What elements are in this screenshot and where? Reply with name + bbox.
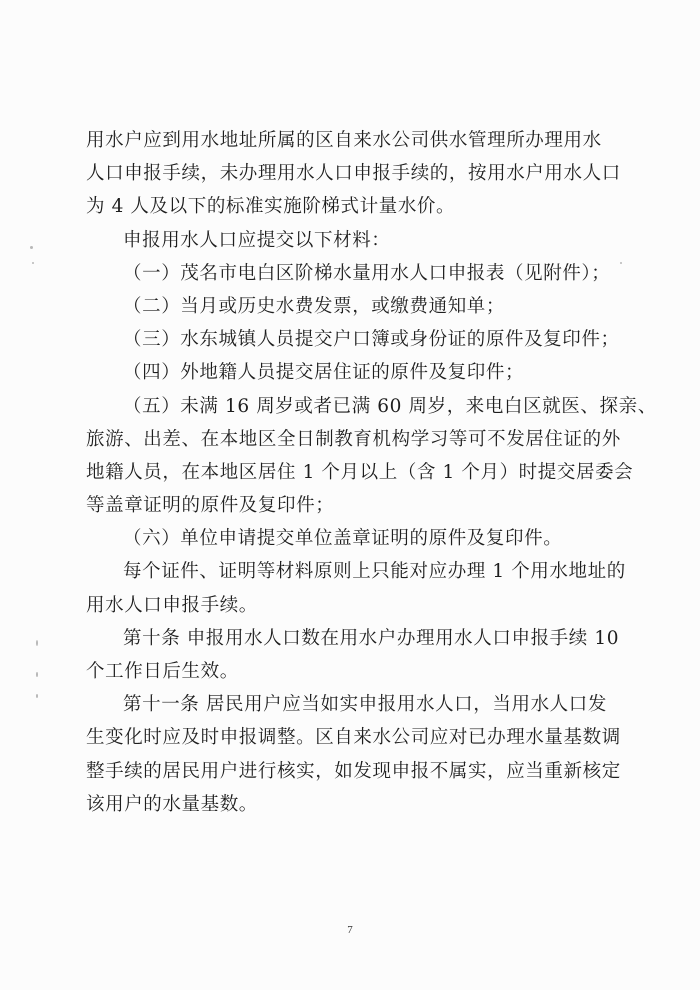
text-line: （一）茂名市电白区阶梯水量用水人口申报表（见附件）； <box>123 262 611 284</box>
scan-speck <box>32 262 34 264</box>
text-line: 第十一条 居民用户应当如实申报用水人口，当用水人口发 <box>123 694 607 716</box>
text-line: （五）未满 16 周岁或者已满 60 周岁，来电白区就医、探亲、 <box>123 395 657 417</box>
body-text <box>86 124 657 821</box>
text-line: 第十条 申报用水人口数在用水户办理用水人口申报手续 10 <box>123 627 620 649</box>
text-line: （四）外地籍人员提交居住证的原件及复印件； <box>123 362 525 384</box>
text-line: 等盖章证明的原件及复印件； <box>86 495 335 517</box>
page-number: 7 <box>347 924 353 936</box>
text-line: 该用户的水量基数。 <box>86 793 258 815</box>
text-line: 整手续的居民用户进行核实，如发现申报不属实，应当重新核定 <box>86 760 621 782</box>
text-line: 生变化时应及时申报调整。区自来水公司应对已办理水量基数调 <box>86 727 621 749</box>
text-line: 用水人口申报手续。 <box>86 594 258 616</box>
scan-speck <box>620 262 622 264</box>
text-line: 旅游、出差、在本地区全日制教育机构学习等可不发居住证的外 <box>86 428 621 450</box>
scan-speck <box>36 694 38 698</box>
text-line: （六）单位申请提交单位盖章证明的原件及复印件。 <box>123 528 563 550</box>
scan-speck <box>36 672 38 677</box>
text-line: （三）水东城镇人员提交户口簿或身份证的原件及复印件； <box>123 329 620 351</box>
text-line: 个工作日后生效。 <box>86 661 239 682</box>
text-line: （二）当月或历史水费发票，或缴费通知单； <box>123 295 506 317</box>
text-line: 为 4 人及以下的标准实施阶梯式计量水价。 <box>86 196 456 218</box>
text-line: 人口申报手续，未办理用水人口申报手续的，按用水户用水人口 <box>86 163 621 185</box>
text-line: 申报用水人口应提交以下材料： <box>123 229 391 251</box>
scan-speck <box>30 246 33 249</box>
text-line: 地籍人员，在本地区居住 1 个月以上（含 1 个月）时提交居委会 <box>86 461 634 483</box>
text-line: 每个证件、证明等材料原则上只能对应办理 1 个用水地址的 <box>123 561 626 583</box>
scan-speck <box>36 640 38 646</box>
text-line: 用水户应到用水地址所属的区自来水公司供水管理所办理用水 <box>86 130 602 151</box>
